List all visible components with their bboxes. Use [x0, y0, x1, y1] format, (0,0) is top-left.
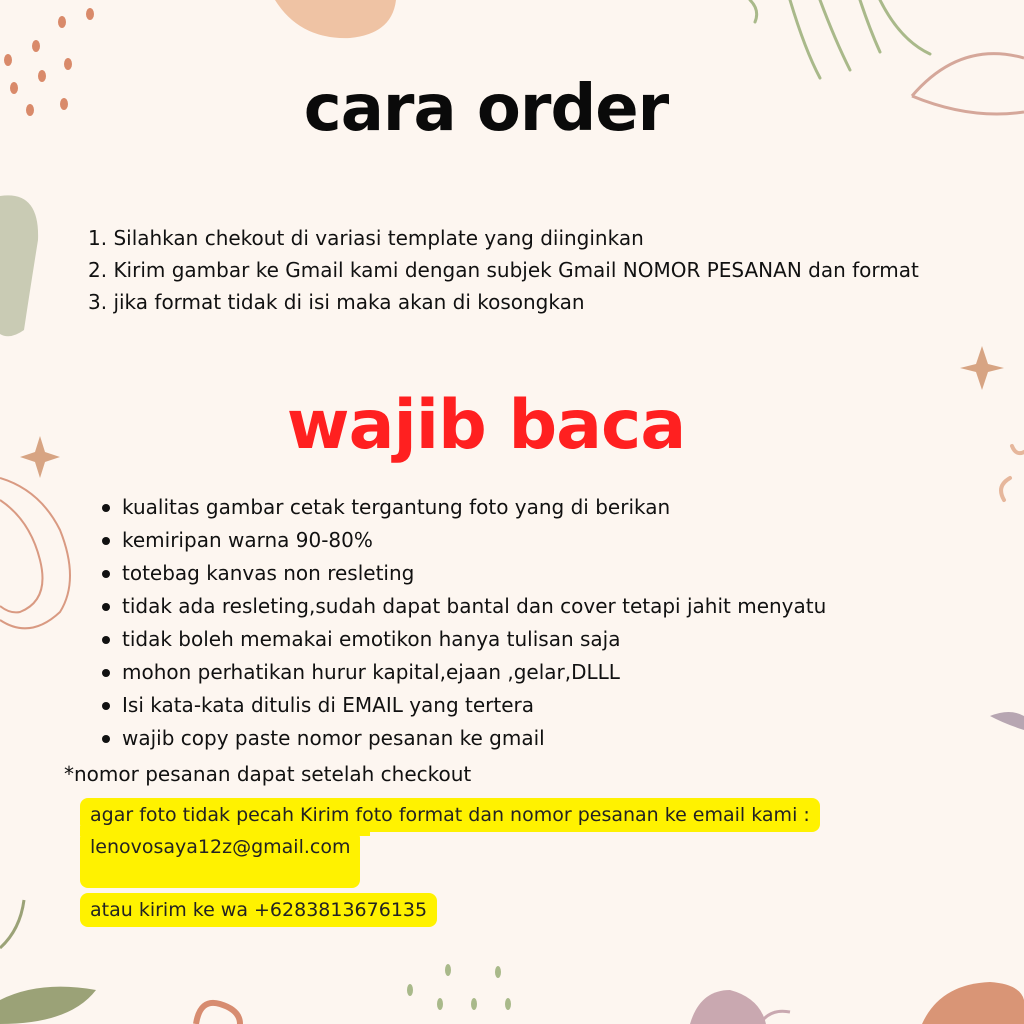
arch-bottom	[196, 1003, 240, 1024]
email-address[interactable]: lenovosaya12z@gmail.com	[80, 830, 360, 888]
whatsapp-contact[interactable]: atau kirim ke wa +6283813676135	[80, 893, 437, 927]
leaf-bottom-left	[0, 987, 96, 1024]
dots-bottom	[407, 964, 511, 1010]
outline-left	[0, 478, 70, 628]
step-3: 3. jika format tidak di isi maka akan di kosongkan	[88, 290, 585, 314]
leaf-right	[990, 712, 1024, 730]
sparkle-right	[960, 346, 1004, 390]
blob-left-green	[0, 195, 38, 336]
page-title: cara order	[303, 72, 669, 146]
footnote: *nomor pesanan dapat setelah checkout	[64, 762, 472, 786]
blob-bottom-right	[922, 982, 1024, 1024]
list-item: mohon perhatikan hurur kapital,ejaan ,gelar,DLLL	[100, 656, 980, 689]
list-item: tidak boleh memakai emotikon hanya tulisan saja	[100, 623, 980, 656]
list-item: kemiripan warna 90-80%	[100, 524, 980, 557]
list-item: wajib copy paste nomor pesanan ke gmail	[100, 722, 980, 755]
highlight-line: agar foto tidak pecah Kirim foto format dan nomor pesanan ke email kami :	[80, 798, 820, 832]
notes-list	[100, 491, 980, 755]
step-2: 2. Kirim gambar ke Gmail kami dengan subjek Gmail NOMOR PESANAN dan format	[88, 258, 919, 282]
squiggle-right	[1001, 446, 1024, 500]
lines-top-right	[750, 0, 930, 78]
list-item: Isi kata-kata ditulis di EMAIL yang tertera	[100, 689, 980, 722]
subtitle: wajib baca	[286, 386, 686, 465]
order-steps	[88, 222, 938, 318]
list-item: kualitas gambar cetak tergantung foto yang di berikan	[100, 491, 980, 524]
blob-top	[275, 0, 396, 38]
list-item: tidak ada resleting,sudah dapat bantal dan cover tetapi jahit menyatu	[100, 590, 980, 623]
step-1: 1. Silahkan chekout di variasi template yang diinginkan	[88, 226, 644, 250]
blob-bottom-mauve	[690, 990, 766, 1024]
list-item: totebag kanvas non resleting	[100, 557, 980, 590]
